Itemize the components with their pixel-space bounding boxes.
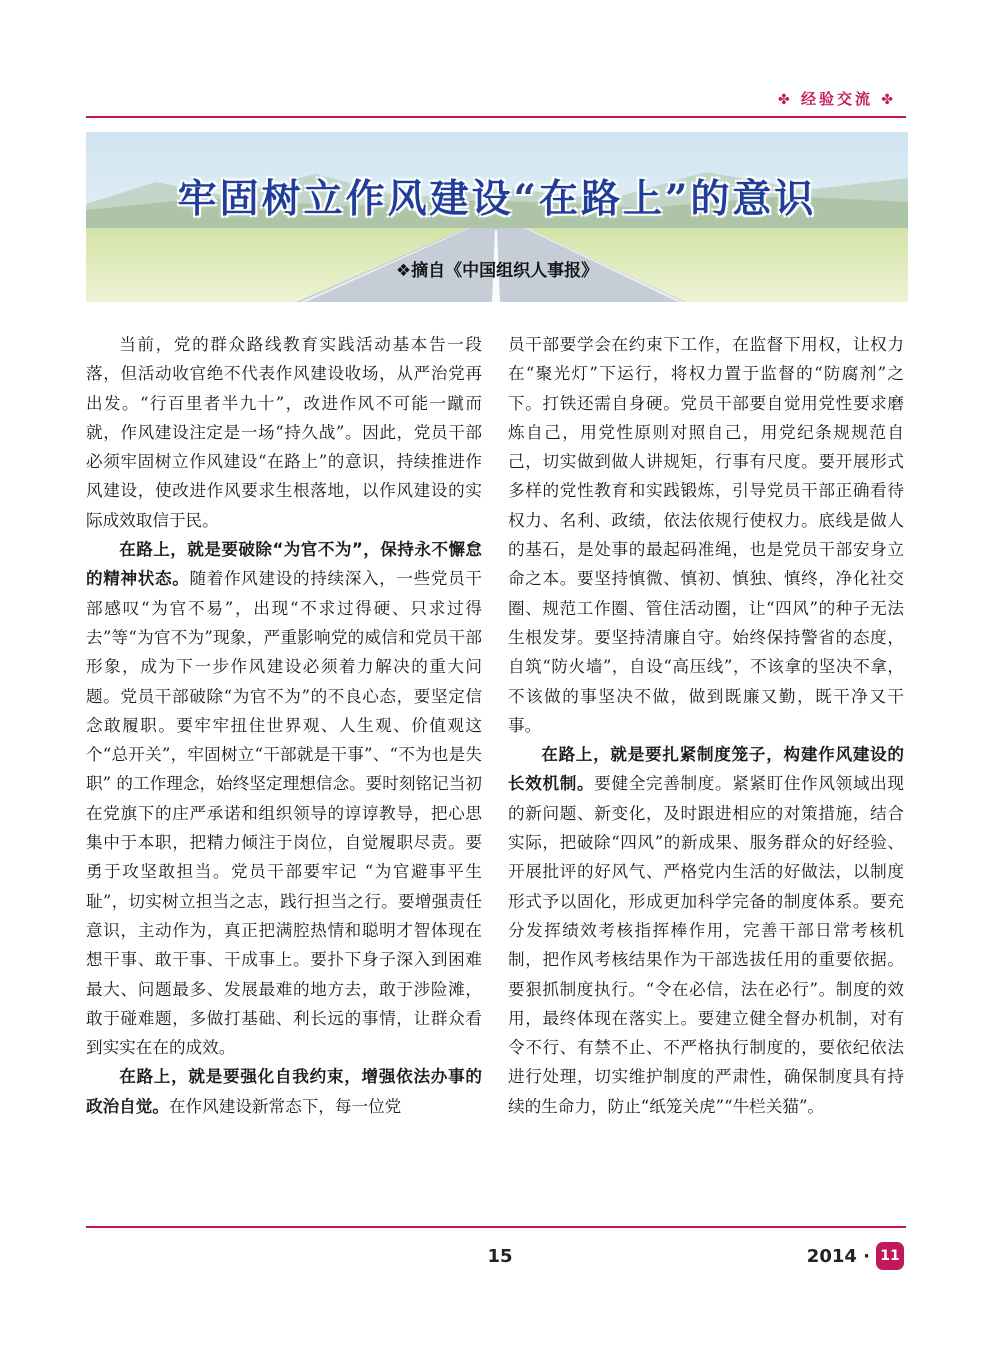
title-banner	[86, 132, 908, 302]
paragraph	[86, 535, 482, 1062]
paragraph: 当前，党的群众路线教育实践活动基本告一段落，但活动收官绝不代表作风建设收场，从严治党再出发。“行百里者半九十”，改进作风不可能一蹴而就，作风建设注定是一场“持久战”。因此，党员干部必须牢固树立作风建设“在路上”的意识，持续推进作风建设，使改进作风要求生根落地，以作风建设的实际成效取信于民。	[86, 335, 482, 530]
section-tag	[778, 88, 896, 109]
ornament-icon: ✤	[881, 92, 896, 108]
left-column	[86, 330, 482, 1121]
issue-label	[807, 1242, 904, 1270]
right-column	[508, 330, 904, 1121]
paragraph-body: 要健全完善制度。紧紧盯住作风领域出现的新问题、新变化，及时跟进相应的对策措施，结合实际，把破除“四风”的新成果、服务群众的好经验、开展批评的好风气、严格党内生活的好做法，以制度形式予以固化，形成更加科学完备的制度体系。要充分发挥绩效考核指挥棒作用，完善干部日常考核机制，把作风考核结果作为干部选拔任用的重要依据。要狠抓制度执行。“令在必信，法在必行”。制度的效用，最终体现在落实上。要建立健全督办机制，对有令不行、有禁不止、不严格执行制度的，要依纪依法进行处理，切实维护制度的严肃性，确保制度具有持续的生命力，防止“纸笼关虎”“牛栏关猫”。	[508, 774, 905, 1116]
issue-year: 2014 ·	[806, 1245, 870, 1267]
ornament-icon: ✤	[778, 92, 793, 108]
paragraph-lead: 在路上，就是要扎紧制度笼子，构建作风建设的长效机制。	[508, 745, 904, 794]
header-rule	[86, 116, 906, 118]
article-title: 牢固树立作风建设“在路上”的意识	[177, 176, 817, 222]
paragraph-continued: 员干部要学会在约束下工作，在监督下用权，让权力在“聚光灯”下运行，将权力置于监督的“防腐剂”之下。打铁还需自身硬。党员干部要自觉用党性要求磨炼自己，用党性原则对照自己，用党纪条规规范自己，切实做到做人讲规矩，行事有尺度。要开展形式多样的党性教育和实践锻炼，引导党员干部正确看待权力、名利、政绩，依法依规行使权力。底线是做人的基石，是处事的最起码准绳，也是党员干部安身立命之本。要坚持慎微、慎初、慎独、慎终，净化社交圈、规范工作圈、管住活动圈，让“四风”的种子无法生根发芽。要坚持清廉自守。始终保持警省的态度，自筑“防火墙”，自设“高压线”，不该拿的坚决不拿，不该做的事坚决不做，做到既廉又勤，既干净又干事。	[508, 335, 904, 735]
paragraph	[86, 1062, 482, 1121]
section-tag-label: 经验交流	[801, 90, 874, 108]
paragraph-lead: 在路上，就是要破除“为官不为”，保持永不懈怠的精神状态。	[86, 540, 482, 589]
issue-number-badge: 11	[876, 1242, 904, 1270]
paragraph-lead: 在路上，就是要强化自我约束，增强依法办事的政治自觉。	[86, 1067, 482, 1116]
paragraph-body: 在作风建设新常态下，每一位党	[168, 1096, 402, 1116]
page-number: 15	[487, 1246, 513, 1267]
article-source: ❖摘自《中国组织人事报》	[395, 261, 599, 281]
footer-rule	[86, 1226, 906, 1228]
paragraph	[508, 740, 904, 1121]
paragraph-body: 随着作风建设的持续深入，一些党员干部感叹“为官不易”，出现“不求过得硬、只求过得去”等“为官不为”现象，严重影响党的威信和党员干部形象，成为下一步作风建设必须着力解决的重大问题。党员干部破除“为官不为”的不良心态，要坚定信念敢履职。要牢牢扭住世界观、人生观、价值观这个“总开关”，牢固树立“干部就是干事”、“不为也是失职” 的工作理念，始终坚定理想信念。要时刻铭记当初在党旗下的庄严承诺和组织领导的谆谆教导，把心思集中于本职，把精力倾注于岗位，自觉履职尽责。要勇于攻坚敢担当。党员干部要牢记 “为官避事平生耻”，切实树立担当之志，践行担当之行。要增强责任意识，主动作为，真正把满腔热情和聪明才智体现在想干事、敢干事、干成事上。要扑下身子深入到困难最大、问题最多、发展最难的地方去，敢于涉险滩，敢于碰难题，多做打基础、利长远的事情，让群众看到实实在在的成效。	[86, 569, 483, 1058]
